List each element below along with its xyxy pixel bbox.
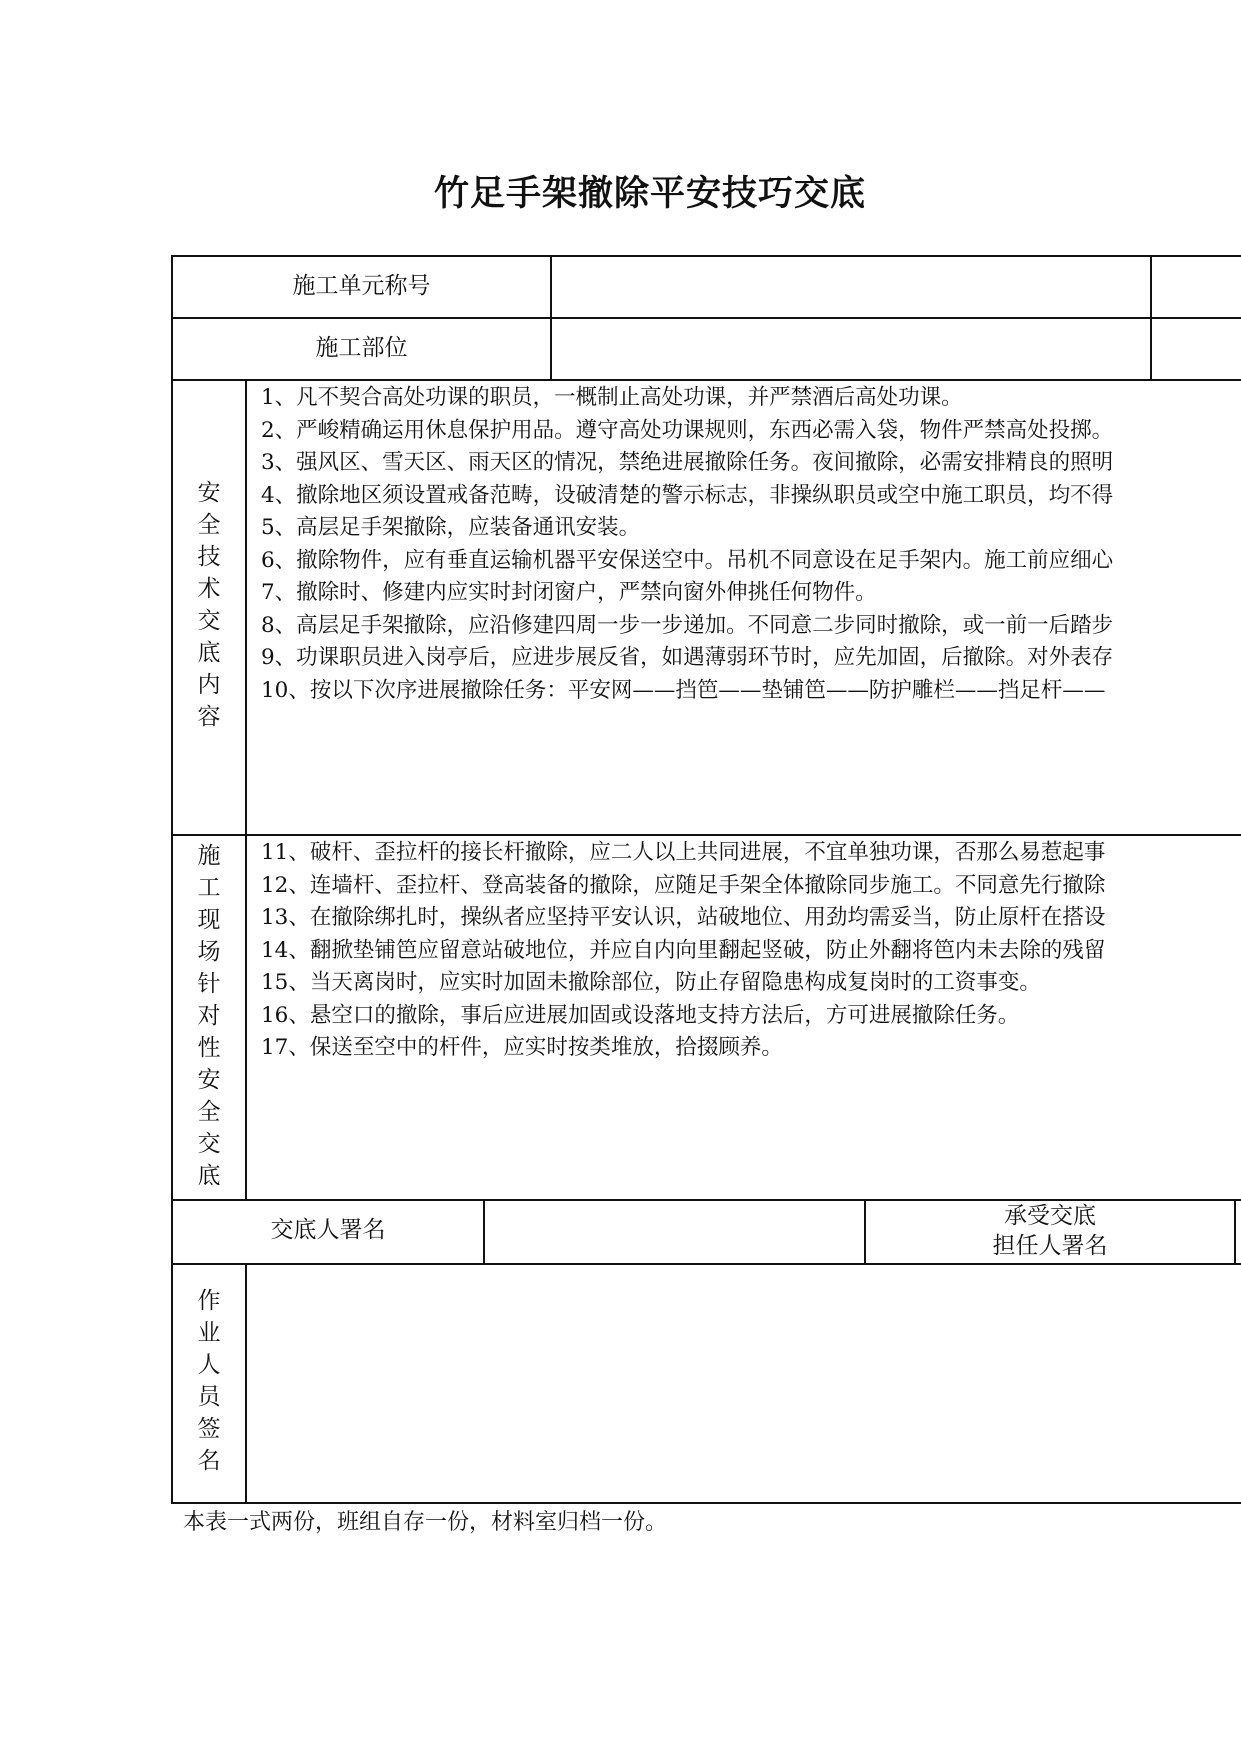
list-item: 16、悬空口的撤除，事后应进展加固或设落地支持方法后，方可进展撤除任务。 xyxy=(261,1002,1020,1028)
label-char: 员 xyxy=(197,1384,221,1410)
workers-label xyxy=(172,1285,246,1477)
label-char: 交 xyxy=(197,608,221,634)
site-disclosure-list xyxy=(261,837,1105,1065)
label-char: 工 xyxy=(197,875,221,901)
label-char: 全 xyxy=(197,512,221,538)
list-item: 8、高层足手架撤除，应沿修建四周一步一步递加。不同意二步同时撤除，或一前一后踏步 xyxy=(261,612,1114,638)
table-rule xyxy=(171,1263,1241,1265)
disclosure-form xyxy=(171,255,1241,1504)
tech-section-label xyxy=(172,477,246,733)
list-item: 12、连墙杆、歪拉杆、登高装备的撤除，应随足手架全体撤除同步施工。不同意先行撤除 xyxy=(261,872,1106,898)
label-char: 全 xyxy=(197,1099,221,1125)
table-rule xyxy=(550,255,552,381)
list-item: 2、严峻精确运用休息保护用品。遵守高处功课规则，东西必需入袋，物件严禁高处投掷。 xyxy=(261,417,1114,443)
label-char: 技 xyxy=(197,544,221,570)
signer-label: 交底人署名 xyxy=(270,1217,386,1243)
position-label: 施工部位 xyxy=(315,335,408,361)
label-char: 底 xyxy=(197,640,221,666)
label-char: 安 xyxy=(197,480,221,506)
label-char: 场 xyxy=(197,939,221,965)
list-item: 17、保送至空中的杆件，应实时按类堆放，拾掇顾养。 xyxy=(261,1035,783,1060)
receiver-label-line: 承受交底 xyxy=(1004,1203,1096,1229)
footer-note: 本表一式两份，班组自存一份，材料室归档一份。 xyxy=(183,1510,668,1535)
label-char: 内 xyxy=(197,672,221,698)
label-char: 施 xyxy=(197,843,221,869)
label-char: 签 xyxy=(197,1416,221,1442)
label-char: 底 xyxy=(197,1163,221,1189)
table-rule xyxy=(171,379,1241,381)
list-item: 9、功课职员进入岗亭后，应进步展反省，如遇薄弱环节时，应先加固，后撤除。对外表存 xyxy=(261,645,1114,670)
list-item: 3、强风区、雪天区、雨天区的情况，禁绝进展撤除任务。夜间撤除，必需安排精良的照明 xyxy=(261,450,1114,475)
table-rule xyxy=(1150,255,1152,381)
unit-name-label: 施工单元称号 xyxy=(292,273,431,299)
table-rule xyxy=(171,317,1241,319)
table-border-bottom xyxy=(171,1502,1241,1504)
receiver-label-line: 担任人署名 xyxy=(992,1233,1108,1259)
label-char: 交 xyxy=(197,1131,221,1157)
label-char: 术 xyxy=(197,576,221,602)
label-char: 业 xyxy=(197,1320,221,1346)
list-item: 15、当天离岗时，应实时加固未撤除部位，防止存留隐患构成复岗时的工资事变。 xyxy=(261,970,1041,995)
label-char: 对 xyxy=(197,1003,221,1029)
table-rule xyxy=(171,834,1241,836)
label-char: 人 xyxy=(197,1352,221,1378)
list-item: 13、在撤除绑扎时，操纵者应坚持平安认识，站破地位、用劲均需妥当，防止原杆在搭设 xyxy=(261,905,1106,930)
site-section-label xyxy=(172,840,246,1192)
list-item: 4、撤除地区须设置戒备范畴，设破清楚的警示标志，非操纵职员或空中施工职员，均不得 xyxy=(261,482,1114,508)
table-border-top xyxy=(171,255,1241,257)
list-item: 11、破杆、歪拉杆的接长杆撤除，应二人以上共同进展，不宜单独功课，否那么易惹起事 xyxy=(261,840,1106,865)
list-item: 1、凡不契合高处功课的职员，一概制止高处功课，并严禁酒后高处功课。 xyxy=(261,385,963,410)
label-char: 容 xyxy=(197,704,221,730)
label-char: 安 xyxy=(197,1067,221,1093)
list-item: 7、撤除时、修建内应实时封闭窗户，严禁向窗外伸挑任何物件。 xyxy=(261,580,877,605)
list-item: 6、撤除物件，应有垂直运输机器平安保送空中。吊机不同意设在足手架内。施工前应细心 xyxy=(261,547,1114,573)
table-rule xyxy=(483,1199,485,1265)
label-char: 现 xyxy=(197,907,221,933)
label-char: 性 xyxy=(197,1035,221,1061)
receiver-label xyxy=(866,1201,1234,1261)
list-item: 14、翻掀垫铺笆应留意站破地位，并应自内向里翻起竖破，防止外翻将笆内未去除的残留 xyxy=(261,937,1106,963)
page-title: 竹足手架撤除平安技巧交底 xyxy=(433,173,866,214)
label-char: 作 xyxy=(197,1288,221,1314)
label-char: 针 xyxy=(197,971,221,997)
table-rule xyxy=(1234,1199,1236,1265)
label-char: 名 xyxy=(197,1448,221,1474)
list-item: 5、高层足手架撤除，应装备通讯安装。 xyxy=(261,515,641,540)
list-item: 10、按以下次序进展撤除任务：平安网——挡笆——垫铺笆——防护雕栏——挡足杆—— xyxy=(261,677,1106,703)
tech-disclosure-list xyxy=(261,382,1113,707)
